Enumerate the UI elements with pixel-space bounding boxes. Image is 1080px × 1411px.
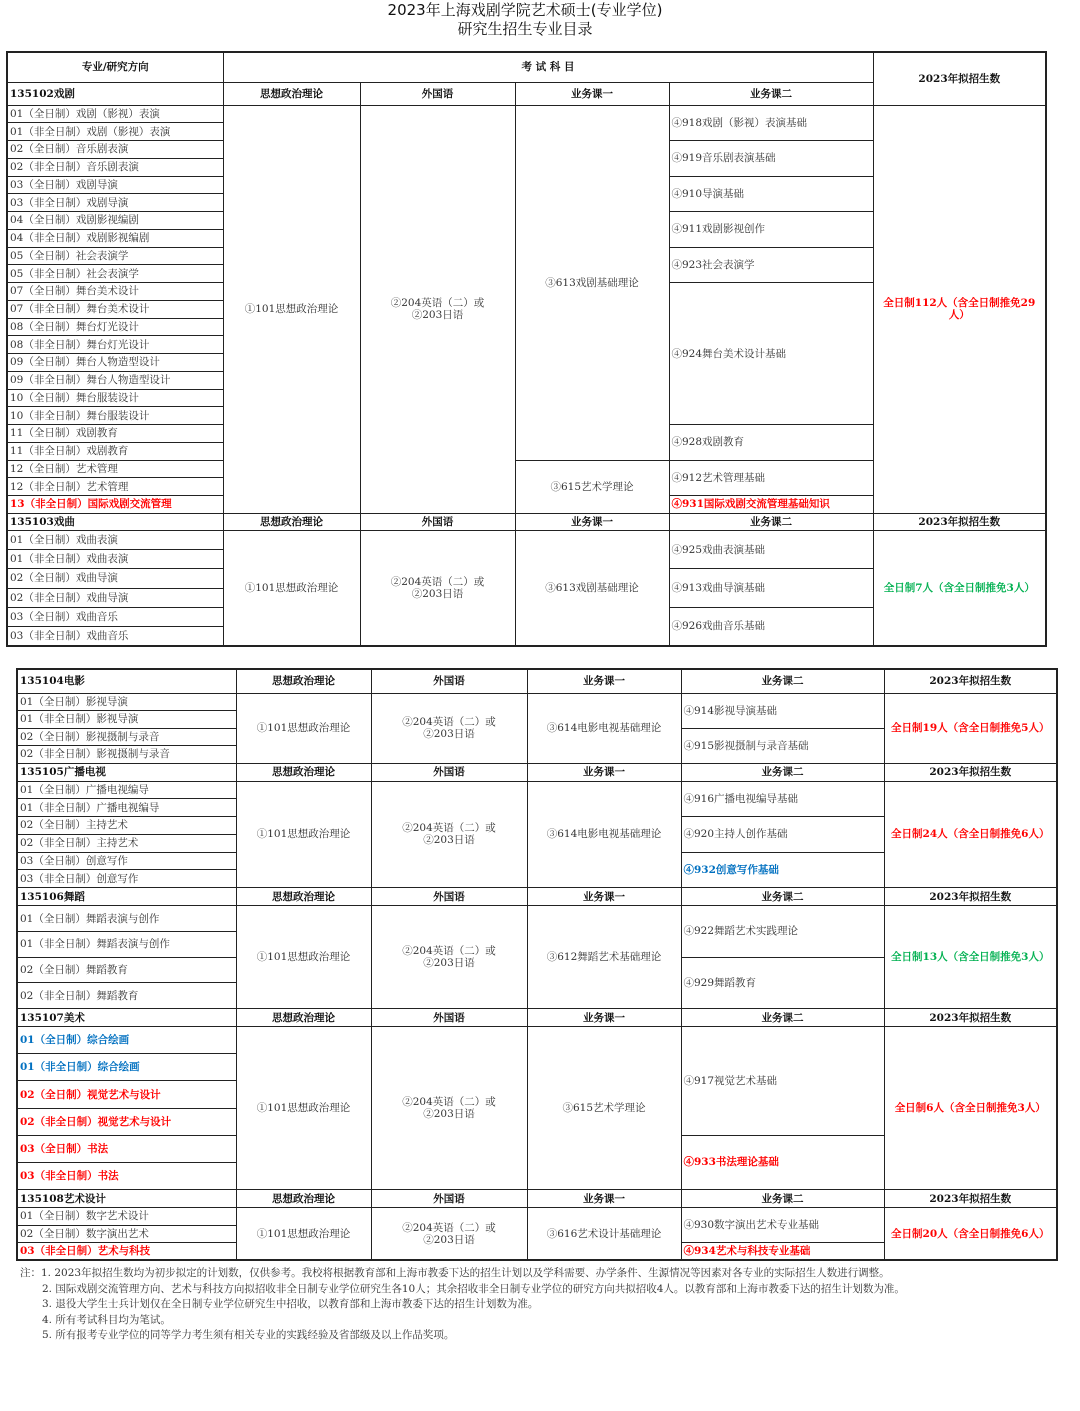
header-count: 2023年拟招生数 <box>884 669 1057 693</box>
section-header-row <box>17 888 1057 906</box>
language-cell: ②204英语（二）或 ②203日语 <box>371 781 527 888</box>
notes-label: 注： <box>20 1267 41 1279</box>
major-code: 135102戏剧 <box>7 82 223 105</box>
header-course2: 业务课二 <box>681 669 884 693</box>
header-course2: 业务课二 <box>669 513 873 530</box>
header-language: 外国语 <box>371 1190 527 1208</box>
direction-cell: 09（全日制）舞台人物造型设计 <box>7 354 223 372</box>
header-course2: 业务课二 <box>681 888 884 906</box>
header-course2: 业务课二 <box>681 763 884 781</box>
course1-cell: ③612舞蹈艺术基础理论 <box>527 906 681 1009</box>
direction-cell: 02（全日制）音乐剧表演 <box>7 141 223 159</box>
direction-cell: 03（非全日制）书法 <box>17 1162 236 1189</box>
direction-cell: 03（全日制）戏剧导演 <box>7 176 223 194</box>
direction-cell: 01（非全日制）广播电视编导 <box>17 799 236 817</box>
header-count: 2023年拟招生数 <box>873 52 1046 105</box>
major-code: 135103戏曲 <box>7 513 223 530</box>
politics-cell: ①101思想政治理论 <box>236 781 371 888</box>
table-row <box>7 105 1046 123</box>
major-code: 135107美术 <box>17 1009 236 1027</box>
section-header-row <box>17 669 1057 693</box>
course1-cell: ③613戏剧基础理论 <box>515 105 669 460</box>
count-cell: 全日制13人（含全日制推免3人） <box>884 906 1057 1009</box>
course2-cell: ④920主持人创作基础 <box>681 817 884 853</box>
header-course1: 业务课一 <box>515 513 669 530</box>
header-politics: 思想政治理论 <box>236 763 371 781</box>
direction-cell: 01（全日制）舞蹈表演与创作 <box>17 906 236 932</box>
section-header-row <box>17 1190 1057 1208</box>
language-cell: ②204英语（二）或 ②203日语 <box>360 105 515 513</box>
direction-cell: 13（非全日制）国际戏剧交流管理 <box>7 496 223 514</box>
direction-cell: 02（全日制）数字演出艺术 <box>17 1225 236 1243</box>
direction-cell: 04（非全日制）戏剧影视编剧 <box>7 229 223 247</box>
header-course1: 业务课一 <box>527 1009 681 1027</box>
header-course2: 业务课二 <box>681 1190 884 1208</box>
direction-cell: 03（全日制）书法 <box>17 1135 236 1162</box>
major-code: 135106舞蹈 <box>17 888 236 906</box>
politics-cell: ①101思想政治理论 <box>223 530 360 646</box>
header-count: 2023年拟招生数 <box>884 1009 1057 1027</box>
count-cell: 全日制24人（含全日制推免6人） <box>884 781 1057 888</box>
course2-cell: ④923社会表演学 <box>669 247 873 283</box>
direction-cell: 07（非全日制）舞台美术设计 <box>7 300 223 318</box>
header-count: 2023年拟招生数 <box>873 513 1046 530</box>
direction-cell: 05（非全日制）社会表演学 <box>7 265 223 283</box>
header-count: 2023年拟招生数 <box>884 888 1057 906</box>
direction-cell: 01（非全日制）综合绘画 <box>17 1054 236 1081</box>
direction-cell: 04（全日制）戏剧影视编剧 <box>7 212 223 230</box>
course2-cell: ④917视觉艺术基础 <box>681 1027 884 1136</box>
count-cell: 全日制7人（含全日制推免3人） <box>873 530 1046 646</box>
course1-cell: ③616艺术设计基础理论 <box>527 1208 681 1261</box>
direction-cell: 02（非全日制）音乐剧表演 <box>7 158 223 176</box>
course2-cell: ④911戏剧影视创作 <box>669 212 873 248</box>
header-language: 外国语 <box>371 888 527 906</box>
direction-cell: 03（全日制）戏曲音乐 <box>7 607 223 626</box>
major-code: 135105广播电视 <box>17 763 236 781</box>
direction-cell: 01（全日制）戏剧（影视）表演 <box>7 105 223 123</box>
direction-cell: 11（全日制）戏剧教育 <box>7 425 223 443</box>
course2-cell: ④910导演基础 <box>669 176 873 212</box>
politics-cell: ①101思想政治理论 <box>223 105 360 513</box>
header-course1: 业务课一 <box>527 888 681 906</box>
direction-cell: 01（非全日制）戏剧（影视）表演 <box>7 123 223 141</box>
table-row <box>17 1208 1057 1226</box>
header-course1: 业务课一 <box>527 669 681 693</box>
table-row <box>17 1027 1057 1054</box>
header-course1: 业务课一 <box>515 82 669 105</box>
direction-cell: 02（非全日制）主持艺术 <box>17 834 236 852</box>
major-code: 135104电影 <box>17 669 236 693</box>
language-cell: ②204英语（二）或 ②203日语 <box>371 1027 527 1190</box>
header-language: 外国语 <box>360 82 515 105</box>
direction-cell: 03（非全日制）创意写作 <box>17 870 236 888</box>
notes <box>20 1266 905 1344</box>
course2-cell: ④930数字演出艺术专业基础 <box>681 1208 884 1243</box>
course2-cell: ④915影视摄制与录音基础 <box>681 728 884 763</box>
course2-cell: ④913戏曲导演基础 <box>669 569 873 608</box>
direction-cell: 02（全日制）主持艺术 <box>17 817 236 835</box>
major-code: 135108艺术设计 <box>17 1190 236 1208</box>
politics-cell: ①101思想政治理论 <box>236 906 371 1009</box>
header-politics: 思想政治理论 <box>236 1190 371 1208</box>
course2-cell: ④924舞台美术设计基础 <box>669 283 873 425</box>
page-title: 2023年上海戏剧学院艺术硕士(专业学位) <box>387 1 663 19</box>
count-cell: 全日制19人（含全日制推免5人） <box>884 693 1057 763</box>
direction-cell: 11（非全日制）戏剧教育 <box>7 442 223 460</box>
direction-cell: 03（非全日制）戏剧导演 <box>7 194 223 212</box>
course2-cell: ④919音乐剧表演基础 <box>669 141 873 177</box>
header-course2: 业务课二 <box>681 1009 884 1027</box>
language-cell: ②204英语（二）或 ②203日语 <box>371 693 527 763</box>
course2-cell: ④931国际戏剧交流管理基础知识 <box>669 496 873 514</box>
header-language: 外国语 <box>360 513 515 530</box>
note-item: 3. 退役大学生士兵计划仅在全日制专业学位研究生中招收，以教育部和上海市教委下达的招生计划数为准。 <box>42 1298 539 1310</box>
direction-cell: 01（全日制）影视导演 <box>17 693 236 711</box>
direction-cell: 02（全日制）影视摄制与录音 <box>17 728 236 746</box>
table-row <box>7 530 1046 549</box>
direction-cell: 12（非全日制）艺术管理 <box>7 478 223 496</box>
count-cell: 全日制112人（含全日制推免29人） <box>873 105 1046 513</box>
language-cell: ②204英语（二）或 ②203日语 <box>360 530 515 646</box>
table-row <box>17 781 1057 799</box>
course1-cell: ③615艺术学理论 <box>527 1027 681 1190</box>
course2-cell: ④925戏曲表演基础 <box>669 530 873 569</box>
header-politics: 思想政治理论 <box>236 1009 371 1027</box>
header-course1: 业务课一 <box>527 763 681 781</box>
header-exam-subjects: 考 试 科 目 <box>223 52 873 82</box>
direction-cell: 08（非全日制）舞台灯光设计 <box>7 336 223 354</box>
politics-cell: ①101思想政治理论 <box>236 693 371 763</box>
direction-cell: 02（全日制）视觉艺术与设计 <box>17 1081 236 1108</box>
header-language: 外国语 <box>371 669 527 693</box>
direction-cell: 02（非全日制）影视摄制与录音 <box>17 746 236 764</box>
header-language: 外国语 <box>371 1009 527 1027</box>
course1-cell: ③615艺术学理论 <box>515 460 669 513</box>
header-count: 2023年拟招生数 <box>884 763 1057 781</box>
direction-cell: 01（非全日制）戏曲表演 <box>7 550 223 569</box>
count-cell: 全日制20人（含全日制推免6人） <box>884 1208 1057 1261</box>
header-major: 专业/研究方向 <box>7 52 223 82</box>
politics-cell: ①101思想政治理论 <box>236 1208 371 1261</box>
course2-cell: ④918戏剧（影视）表演基础 <box>669 105 873 141</box>
direction-cell: 02（非全日制）戏曲导演 <box>7 588 223 607</box>
direction-cell: 01（非全日制）影视导演 <box>17 711 236 729</box>
course2-cell: ④926戏曲音乐基础 <box>669 607 873 646</box>
section-header-row <box>7 513 1046 530</box>
direction-cell: 07（全日制）舞台美术设计 <box>7 283 223 301</box>
course1-cell: ③614电影电视基础理论 <box>527 781 681 888</box>
course2-cell: ④922舞蹈艺术实践理论 <box>681 906 884 957</box>
header-count: 2023年拟招生数 <box>884 1190 1057 1208</box>
course2-cell: ④914影视导演基础 <box>681 693 884 728</box>
direction-cell: 01（全日制）综合绘画 <box>17 1027 236 1054</box>
course2-cell: ④916广播电视编导基础 <box>681 781 884 817</box>
direction-cell: 01（非全日制）舞蹈表演与创作 <box>17 931 236 957</box>
course2-cell: ④929舞蹈教育 <box>681 957 884 1008</box>
direction-cell: 01（全日制）数字艺术设计 <box>17 1208 236 1226</box>
catalog-table-2 <box>16 668 1058 1261</box>
direction-cell: 01（全日制）广播电视编导 <box>17 781 236 799</box>
direction-cell: 03（非全日制）艺术与科技 <box>17 1243 236 1261</box>
note-item: 4. 所有考试科目均为笔试。 <box>42 1313 171 1326</box>
header-course1: 业务课一 <box>527 1190 681 1208</box>
direction-cell: 10（全日制）舞台服装设计 <box>7 389 223 407</box>
table-row <box>17 693 1057 711</box>
direction-cell: 02（非全日制）视觉艺术与设计 <box>17 1108 236 1135</box>
direction-cell: 10（非全日制）舞台服装设计 <box>7 407 223 425</box>
direction-cell: 02（非全日制）舞蹈教育 <box>17 983 236 1009</box>
header-politics: 思想政治理论 <box>223 82 360 105</box>
direction-cell: 08（全日制）舞台灯光设计 <box>7 318 223 336</box>
catalog-table-1 <box>6 51 1047 647</box>
politics-cell: ①101思想政治理论 <box>236 1027 371 1190</box>
direction-cell: 03（非全日制）戏曲音乐 <box>7 627 223 646</box>
language-cell: ②204英语（二）或 ②203日语 <box>371 906 527 1009</box>
note-item: 1. 2023年拟招生数均为初步拟定的计划数，仅供参考。我校将根据教育部和上海市教委下达的招生计划以及学科需要、办学条件、生源情况等因素对各专业的实际招生人数进行调整。 <box>41 1267 890 1279</box>
note-item: 5. 所有报考专业学位的同等学力考生须有相关专业的实践经验及省部级及以上作品奖项。 <box>42 1329 455 1341</box>
direction-cell: 03（全日制）创意写作 <box>17 852 236 870</box>
count-cell: 全日制6人（含全日制推免3人） <box>884 1027 1057 1190</box>
header-language: 外国语 <box>371 763 527 781</box>
page-subtitle: 研究生招生专业目录 <box>457 20 593 38</box>
header-politics: 思想政治理论 <box>223 513 360 530</box>
course2-cell: ④933书法理论基础 <box>681 1135 884 1189</box>
language-cell: ②204英语（二）或 ②203日语 <box>371 1208 527 1261</box>
header-politics: 思想政治理论 <box>236 669 371 693</box>
header-course2: 业务课二 <box>669 82 873 105</box>
section-header-row <box>17 1009 1057 1027</box>
direction-cell: 05（全日制）社会表演学 <box>7 247 223 265</box>
note-item: 2. 国际戏剧交流管理方向、艺术与科技方向拟招收非全日制专业学位研究生各10人；其余招收非全日制专业学位的研究方向共拟招收4人。以教育部和上海市教委下达的招生计划数为准。 <box>42 1282 905 1295</box>
direction-cell: 02（全日制）戏曲导演 <box>7 569 223 588</box>
header-politics: 思想政治理论 <box>236 888 371 906</box>
course1-cell: ③613戏剧基础理论 <box>515 530 669 646</box>
direction-cell: 12（全日制）艺术管理 <box>7 460 223 478</box>
top-header-row <box>7 52 1046 82</box>
course2-cell: ④932创意写作基础 <box>681 852 884 888</box>
direction-cell: 01（全日制）戏曲表演 <box>7 530 223 549</box>
direction-cell: 02（全日制）舞蹈教育 <box>17 957 236 983</box>
course2-cell: ④912艺术管理基础 <box>669 460 873 496</box>
course2-cell: ④928戏剧教育 <box>669 425 873 461</box>
section-header-row <box>17 763 1057 781</box>
course1-cell: ③614电影电视基础理论 <box>527 693 681 763</box>
direction-cell: 09（非全日制）舞台人物造型设计 <box>7 371 223 389</box>
table-row <box>17 906 1057 932</box>
course2-cell: ④934艺术与科技专业基础 <box>681 1243 884 1261</box>
